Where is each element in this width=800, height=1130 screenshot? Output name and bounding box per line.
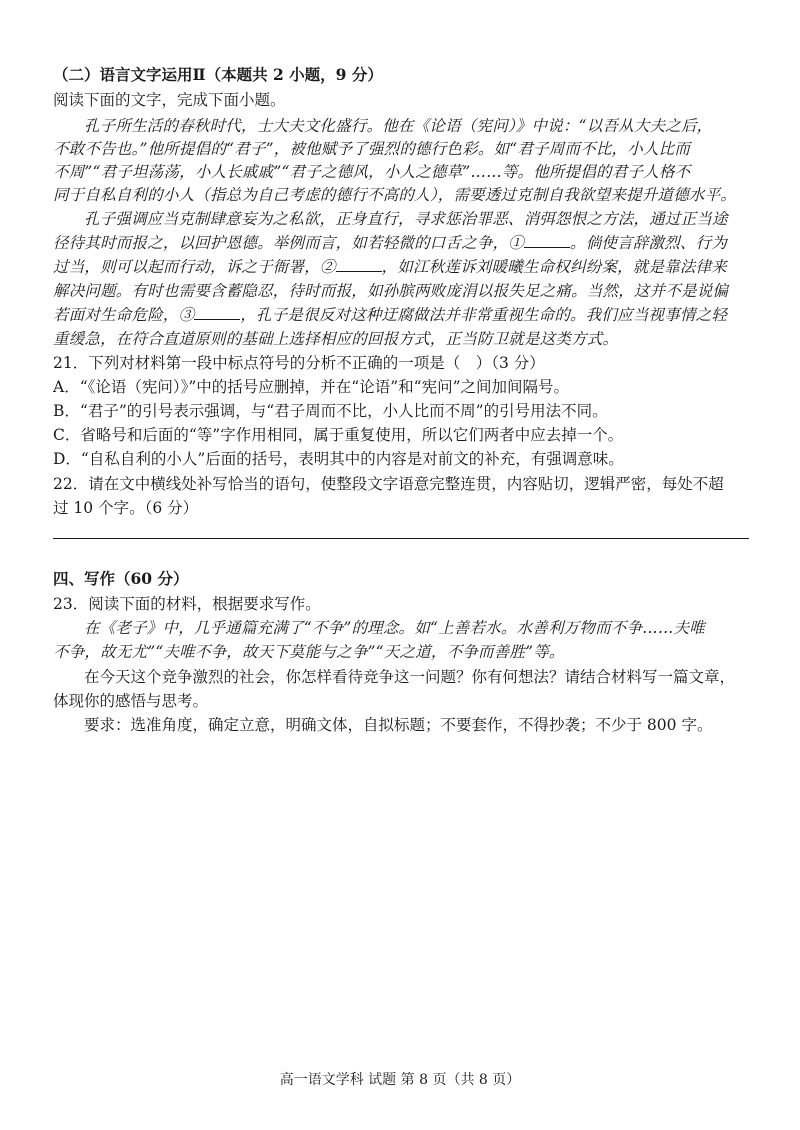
passage-line: 不周”“君子坦荡荡，小人长戚戚”“君子之德风，小人之德草”……等。他所提倡的君子人格不 xyxy=(53,163,691,181)
passage-text: 过当，则可以起而行动，诉之于衙署，② xyxy=(53,258,336,276)
passage-text: ，孔子是很反对这种迂腐做法并非常重视生命的。我们应当视事情之轻 xyxy=(240,306,728,324)
passage-line: 孔子所生活的春秋时代，士大夫文化盛行。他在《论语（宪问）》中说：“以吾从大夫之后， xyxy=(84,117,713,135)
passage-line: 不敢不告也。”他所提倡的“君子”，被他赋予了强烈的德行色彩。如“君子周而不比，小人比而 xyxy=(53,140,691,158)
question-21-option-a: A．“《论语（宪问）》”中的括号应删掉，并在“论语”和“宪问”之间加间隔号。 xyxy=(53,378,569,396)
passage-text: 。倘使言辞激烈、行为 xyxy=(570,234,728,252)
question-22-stem-cont: 过 10 个字。（6 分） xyxy=(53,499,199,517)
section-heading-writing: 四、写作（60 分） xyxy=(53,569,189,588)
section-heading-language-use: （二）语言文字运用Ⅱ（本题共 2 小题，9 分） xyxy=(53,65,383,84)
prompt-line: 体现你的感悟与思考。 xyxy=(53,692,209,710)
question-21-option-d: D．“自私自利的小人”后面的括号，表明其中的内容是对前文的补充，有强调意味。 xyxy=(53,450,624,468)
reading-instruction: 阅读下面的文字，完成下面小题。 xyxy=(53,91,286,109)
question-21-option-b: B．“君子”的引号表示强调，与“君子周而不比，小人比而不周”的引号用法不同。 xyxy=(53,402,608,420)
material-line: 不争，故无尤”“夫唯不争，故天下莫能与之争”“天之道，不争而善胜”等。 xyxy=(53,643,565,661)
material-line: 在《老子》中，几乎通篇充满了“不争”的理念。如“上善若水。水善利万物而不争……夫唯 xyxy=(84,619,705,637)
question-23-stem: 23．阅读下面的材料，根据要求写作。 xyxy=(53,595,321,613)
passage-line: 孔子强调应当克制肆意妄为之私欲，正身直行，寻求惩治罪恶、消弭怨恨之方法，通过正当途 xyxy=(84,210,728,228)
question-21-option-c: C．省略号和后面的“等”字作用相同，属于重复使用，所以它们两者中应去掉一个。 xyxy=(53,426,624,444)
page-footer: 高一语文学科 试题 第 8 页（共 8 页） xyxy=(279,1072,521,1088)
passage-line-with-blank-3 xyxy=(53,304,753,326)
passage-line: 解决问题。有时也需要含蓄隐忍，待时而报，如孙膑两败庞涓以报失足之痛。当然，这并不是说偏 xyxy=(53,282,729,300)
passage-text: 若面对生命危险，③ xyxy=(53,306,195,324)
passage-line: 重缓急，在符合直道原则的基础上选择相应的回报方式，正当防卫就是这类方式。 xyxy=(53,330,619,348)
question-21-stem: 21．下列对材料第一段中标点符号的分析不正确的一项是（ ）（3 分） xyxy=(53,354,545,372)
passage-text: ，如江秋莲诉刘暖曦生命权纠纷案，就是靠法律来 xyxy=(381,258,728,276)
writing-requirements: 要求：选准角度，确定立意，明确文体，自拟标题；不要套作，不得抄袭；不少于 800 字。 xyxy=(84,716,713,734)
passage-line-with-blank-2 xyxy=(53,256,753,278)
prompt-line: 在今天这个竞争激烈的社会，你怎样看待竞争这一问题？你有何想法？请结合材料写一篇文章， xyxy=(84,668,736,686)
passage-line-with-blank-1 xyxy=(53,232,753,254)
answer-blank-2 xyxy=(336,257,382,272)
answer-blank-3 xyxy=(194,305,240,320)
passage-text: 径待其时而报之，以回护恩德。举例而言，如若轻微的口舌之争，① xyxy=(53,234,525,252)
section-divider xyxy=(53,538,749,539)
passage-line: 同于自私自利的小人（指总为自己考虑的德行不高的人），需要透过克制自我欲望来提升道德水平。 xyxy=(53,186,737,204)
answer-blank-1 xyxy=(524,233,570,248)
question-22-stem: 22．请在文中横线处补写恰当的语句，使整段文字语意完整连贯，内容贴切，逻辑严密，每处不超 xyxy=(53,475,724,493)
